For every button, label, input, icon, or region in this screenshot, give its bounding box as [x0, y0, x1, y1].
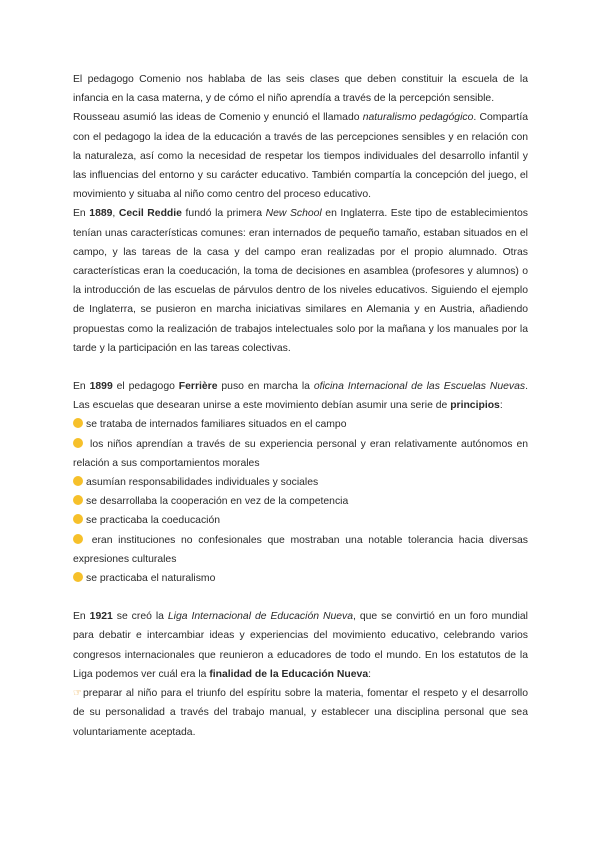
term-new-school: New School	[265, 208, 322, 220]
year-1899: 1899	[89, 381, 113, 393]
term-oficina-internacional: oficina Internacional de las Escuelas Nuevas	[313, 381, 526, 393]
term-principios: principios	[450, 400, 500, 412]
list-item: se desarrollaba la cooperación en vez de la competencia	[73, 492, 528, 511]
yellow-circle-icon	[73, 534, 83, 544]
term-liga-internacional: Liga Internacional de Educación Nueva	[167, 611, 353, 623]
yellow-circle-icon	[73, 572, 83, 582]
list-item: eran instituciones no confesionales que mostraban una notable tolerancia hacia diversas expresiones culturales	[73, 534, 528, 565]
spacer	[73, 358, 528, 377]
name-ferriere: Ferrière	[178, 381, 218, 393]
yellow-circle-icon	[73, 438, 83, 448]
year-1889: 1889	[89, 208, 113, 220]
yellow-circle-icon	[73, 418, 83, 428]
term-naturalismo: naturalismo pedagógico	[362, 112, 474, 124]
year-1921: 1921	[89, 611, 113, 623]
name-cecil-reddie: Cecil Reddie	[118, 208, 182, 220]
spacer	[73, 588, 528, 607]
list-item: asumían responsabilidades individuales y sociales	[73, 473, 528, 492]
term-finalidad: finalidad de la Educación Nueva	[209, 668, 369, 680]
paragraph-ferriere: En 1899 el pedagogo Ferrière puso en marcha la oficina Internacional de las Escuelas Nuevas. Las escuelas que desearan unirse a este movimiento debían asumir una serie de principios:	[73, 381, 528, 412]
paragraph-rousseau: Rousseau asumió las ideas de Comenio y enunció el llamado naturalismo pedagógico. Compartía con el pedagogo la idea de la educación a través de las percepciones sensibles y en relación con la naturaleza, así como la necesidad de respetar los tiempos individuales del desarrollo infantil y las influencias del entorno y su carácter educativo. También compartía la concepción del juego, el movimiento y situaba al niño como centro del proceso educativo.	[73, 112, 528, 201]
paragraph-liga: En 1921 se creó la Liga Internacional de Educación Nueva, que se convirtió en un foro mundial para debatir e intercambiar ideas y experiencias del movimiento educativo, celebrando varios congresos internacionales que reunieron a educadores de todo el mundo. En los estatutos de la Liga podemos ver cuál era la finalidad de la Educación Nueva:	[73, 611, 528, 680]
yellow-circle-icon	[73, 495, 83, 505]
list-item: se practicaba la coeducación	[73, 511, 528, 530]
paragraph-reddie: En 1889, Cecil Reddie fundó la primera New School en Inglaterra. Este tipo de establecimientos tenían unas características comunes: eran internados de pequeño tamaño, estaban situados en el campo, y las tareas de la casa y del campo eran realizadas por el propio alumnado. Otras características eran la coeducación, la toma de decisiones en asamblea (profesores y alumnos) o la introducción de las escuelas de párvulos dentro de los niveles educativos. Siguiendo el ejemplo de Inglaterra, se pusieron en marcha iniciativas similares en Alemania y en Austria, añadiendo propuestas como la realización de trabajos intelectuales solo por la mañana y los manuales por la tarde y la participación en las tareas colectivas.	[73, 208, 529, 354]
pointing-hand-icon: ☞	[73, 688, 82, 700]
paragraph-comenio: El pedagogo Comenio nos hablaba de las seis clases que deben constituir la escuela de la infancia en la casa materna, y de cómo el niño aprendía a través de la percepción sensible.	[73, 74, 528, 105]
yellow-circle-icon	[73, 476, 83, 486]
list-item: se trataba de internados familiares situados en el campo	[73, 415, 528, 434]
list-item: se practicaba el naturalismo	[73, 569, 528, 588]
list-item: los niños aprendían a través de su experiencia personal y eran relativamente autónomos en relación a sus comportamientos morales	[73, 438, 528, 469]
document-body	[73, 70, 528, 742]
yellow-circle-icon	[73, 514, 83, 524]
paragraph-finalidad: ☞preparar al niño para el triunfo del espíritu sobre la materia, fomentar el respeto y el desarrollo de su personalidad a través del trabajo manual, y establecer una disciplina personal que sea voluntariamente aceptada.	[73, 684, 528, 742]
